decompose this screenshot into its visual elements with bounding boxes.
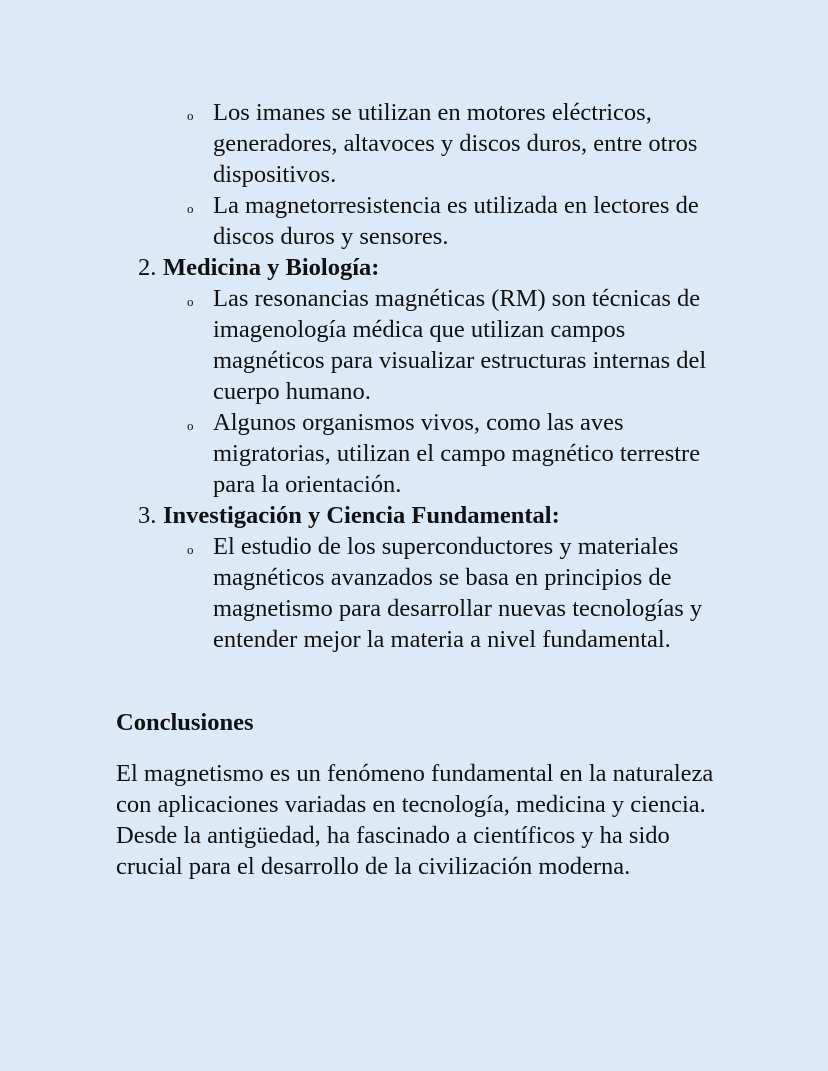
item-number: 3. (138, 502, 157, 529)
medicine-sub-list (0, 283, 733, 500)
list-item (0, 531, 733, 655)
numbered-item-medicine (0, 252, 733, 283)
content-block (0, 97, 733, 655)
numbered-item-research (0, 500, 733, 531)
section-heading: Conclusiones (116, 709, 254, 736)
bullet-icon: o (187, 542, 194, 557)
list-item (0, 407, 733, 500)
item-title: Investigación y Ciencia Fundamental: (163, 502, 560, 529)
bullet-icon: o (187, 294, 194, 309)
list-item (0, 190, 733, 252)
list-item-text: Algunos organismos vivos, como las aves migratorias, utilizan el campo magnético terrestre para la orientación. (213, 409, 701, 498)
technology-sub-list (0, 97, 733, 252)
conclusions-paragraph: El magnetismo es un fenómeno fundamental en la naturaleza con aplicaciones variadas en tecnología, medicina y ciencia. Desde la antigüedad, ha fascinado a científicos y ha sido crucial para el desarrollo de la civilización moderna. (116, 760, 714, 880)
list-item-text: Las resonancias magnéticas (RM) son técnicas de imagenología médica que utilizan campos magnéticos para visualizar estructuras internas del cuerpo humano. (213, 285, 707, 405)
bullet-icon: o (187, 108, 194, 123)
bullet-icon: o (187, 201, 194, 216)
list-item-text: Los imanes se utilizan en motores eléctricos, generadores, altavoces y discos duros, entre otros dispositivos. (213, 99, 698, 188)
list-item-text: La magnetorresistencia es utilizada en lectores de discos duros y sensores. (213, 192, 699, 250)
list-item-text: El estudio de los superconductores y materiales magnéticos avanzados se basa en principios de magnetismo para desarrollar nuevas tecnologías y entender mejor la materia a nivel fundamental. (213, 533, 703, 653)
research-sub-list (0, 531, 733, 655)
item-number: 2. (138, 254, 157, 281)
list-item (0, 283, 733, 407)
item-title: Medicina y Biología: (163, 254, 380, 281)
bullet-icon: o (187, 418, 194, 433)
list-item (0, 97, 733, 190)
